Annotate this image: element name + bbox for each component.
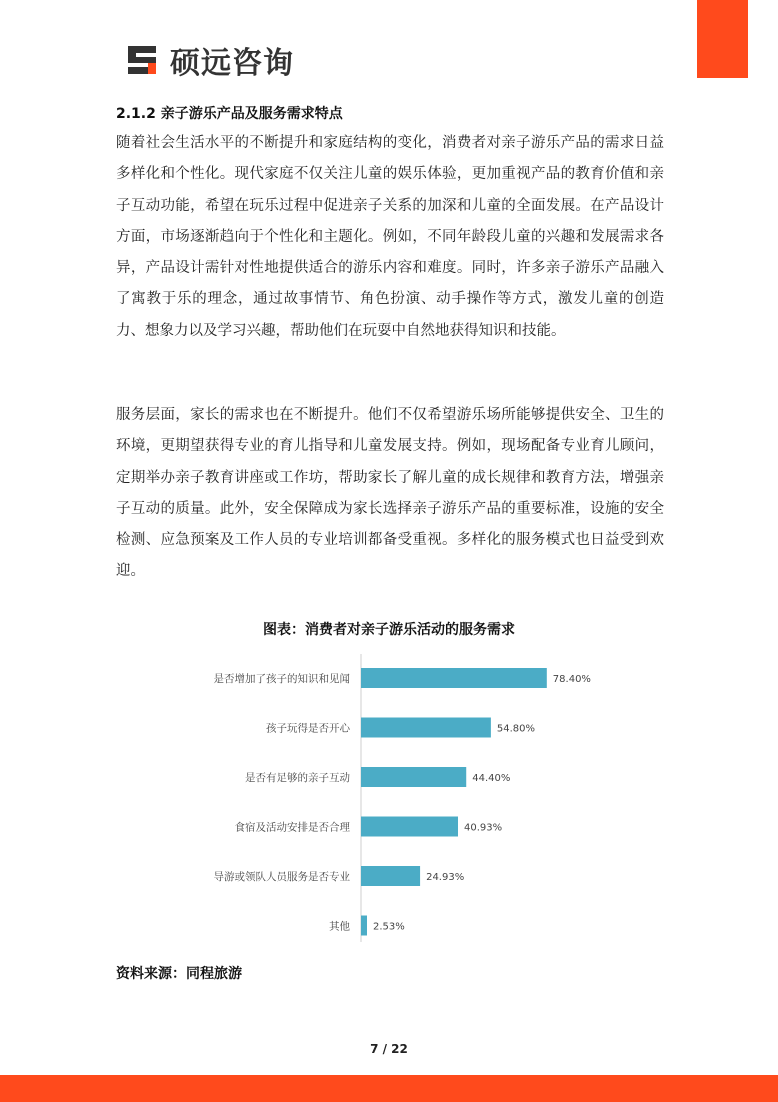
- chart-value-label: 24.93%: [426, 872, 465, 883]
- page-number: 7 / 22: [370, 1042, 408, 1056]
- chart-value-label: 78.40%: [552, 674, 591, 685]
- chart-category-label: 导游或领队人员服务是否专业: [213, 871, 350, 883]
- chart-bar: [361, 916, 367, 936]
- s-block-logo-icon: [124, 42, 160, 78]
- chart-title: 图表：消费者对亲子游乐活动的服务需求: [263, 622, 515, 638]
- chart-bar: [361, 718, 491, 738]
- footer-accent-bar: [0, 1075, 778, 1102]
- chart-bar: [361, 817, 458, 837]
- body-paragraph-1: 随着社会生活水平的不断提升和家庭结构的变化，消费者对亲子游乐产品的需求日益多样化和个性化。现代家庭不仅关注儿童的娱乐体验，更加重视产品的教育价值和亲子互动功能，希望在玩乐过程中促进亲子关系的加深和儿童的全面发展。在产品设计方面，市场逐渐趋向于个性化和主题化。例如，不同年龄段儿童的兴趣和发展需求各异，产品设计需针对性地提供适合的游乐内容和难度。同时，许多亲子游乐产品融入了寓教于乐的理念，通过故事情节、角色扮演、动手操作等方式，激发儿童的创造力、想象力以及学习兴趣，帮助他们在玩耍中自然地获得知识和技能。: [116, 135, 664, 339]
- chart-value-label: 54.80%: [496, 723, 536, 735]
- service-demand-bar-chart: [0, 650, 778, 950]
- chart-category-label: 食宿及活动安排是否合理: [234, 821, 350, 834]
- brand-logo: [124, 42, 294, 81]
- chart-category-label: 是否有足够的亲子互动: [245, 772, 350, 784]
- chart-bar: [361, 767, 466, 787]
- chart-value-label: 2.53%: [372, 921, 405, 933]
- chart-category-label: 孩子玩得是否开心: [266, 722, 350, 735]
- source-note: 资料来源：同程旅游: [116, 966, 242, 982]
- chart-bar: [361, 668, 547, 688]
- chart-value-label: 40.93%: [464, 822, 503, 834]
- corner-accent-block: [697, 0, 748, 78]
- chart-category-label: 其他: [329, 920, 350, 933]
- body-paragraph-2: 服务层面，家长的需求也在不断提升。他们不仅希望游乐场所能够提供安全、卫生的环境，更期望获得专业的育儿指导和儿童发展支持。例如，现场配备专业育儿顾问，定期举办亲子教育讲座或工作坊，帮助家长了解儿童的成长规律和教育方法，增强亲子互动的质量。此外，安全保障成为家长选择亲子游乐产品的重要标准，设施的安全检测、应急预案及工作人员的专业培训都备受重视。多样化的服务模式也日益受到欢迎。: [116, 407, 664, 580]
- section-heading: 2.1.2 亲子游乐产品及服务需求特点: [116, 106, 343, 122]
- chart-bar: [361, 866, 420, 886]
- brand-name: 硕远咨询: [170, 46, 294, 81]
- chart-value-label: 44.40%: [472, 773, 511, 784]
- chart-category-label: 是否增加了孩子的知识和见闻: [213, 673, 350, 685]
